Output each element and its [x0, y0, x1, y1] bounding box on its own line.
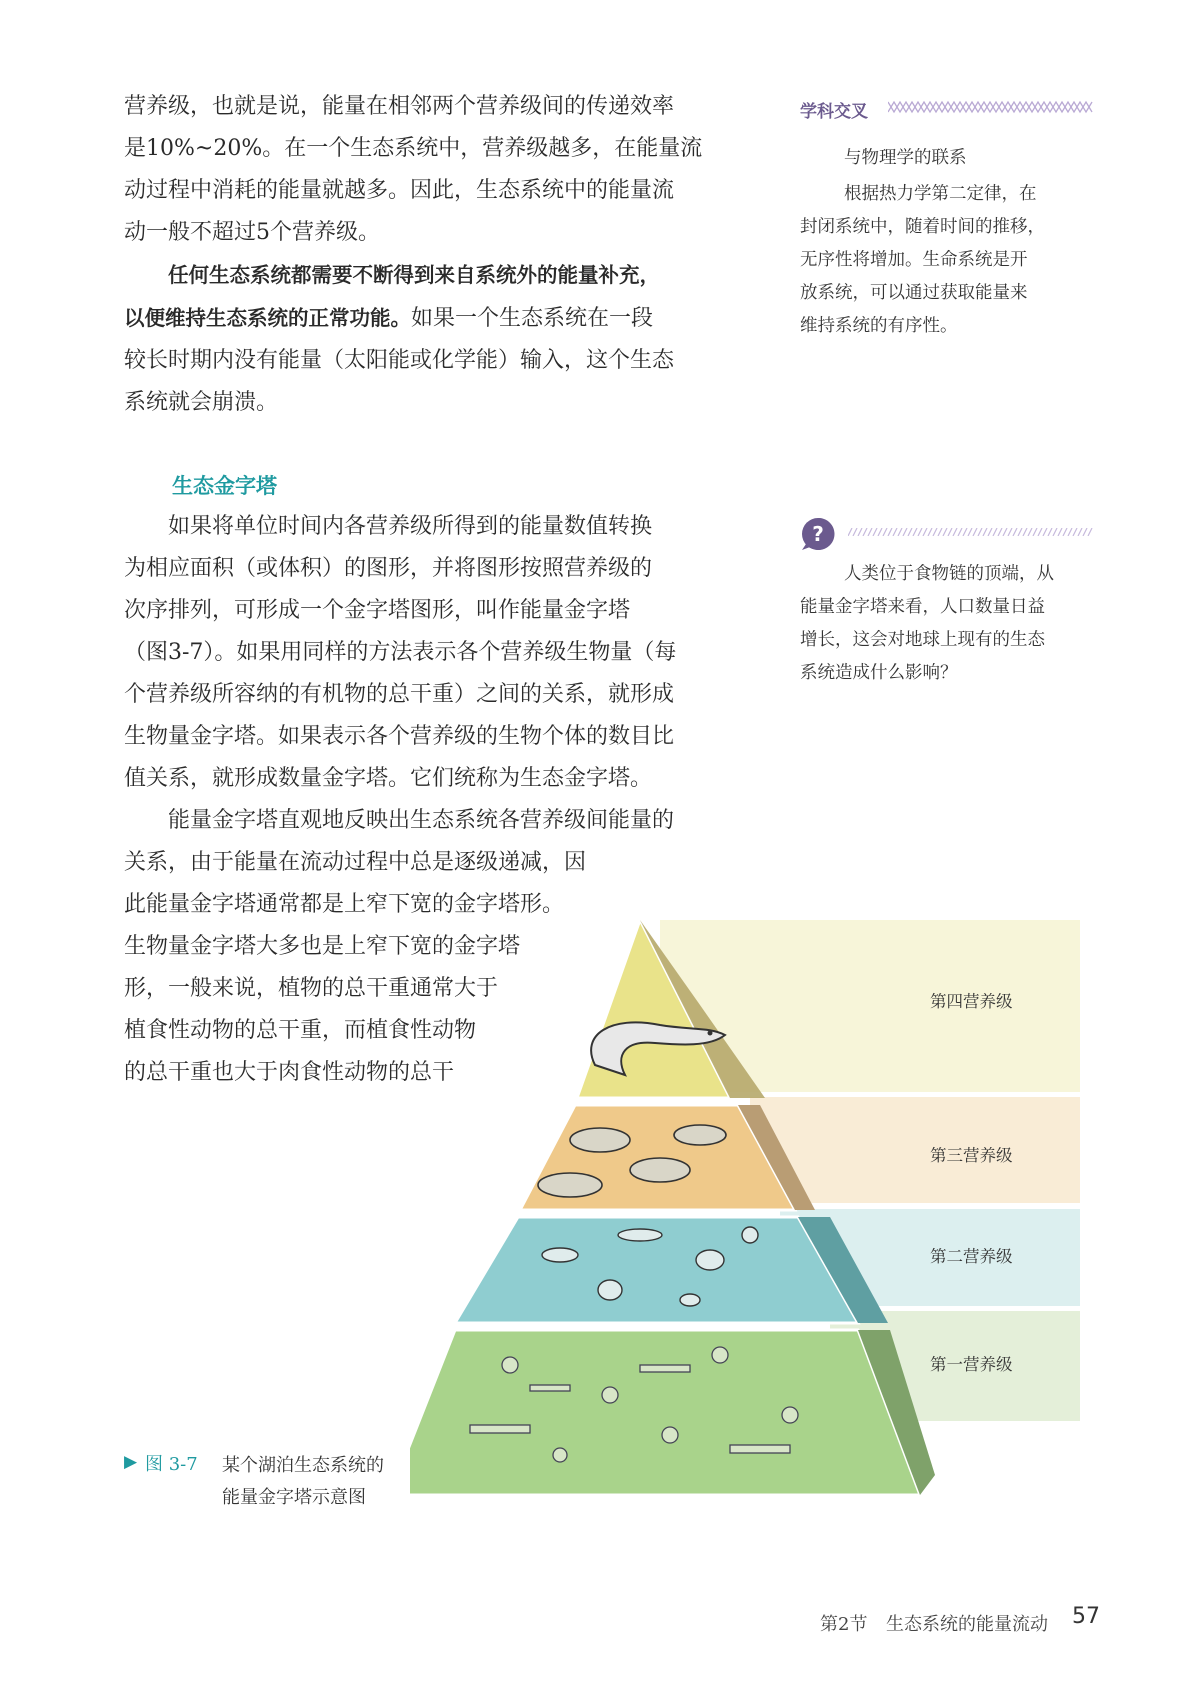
- section-heading: 生态金字塔: [172, 474, 277, 498]
- bold-text: 任何生态系统都需要不断得到来自系统外的能量补充，: [168, 263, 660, 287]
- text-line: 能量金字塔直观地反映出生态系统各营养级间能量的: [168, 808, 675, 833]
- text-line: 能量金字塔示意图: [222, 1487, 366, 1508]
- text-line: 较长时期内没有能量（太阳能或化学能）输入，这个生态: [124, 348, 675, 373]
- text-line: 无序性将增加。生命系统是开: [800, 250, 1028, 270]
- text-line: 放系统，可以通过获取能量来: [800, 283, 1028, 303]
- text-line: 系统就会崩溃。: [124, 390, 279, 415]
- text-line: 动过程中消耗的能量就越多。因此，生态系统中的能量流: [124, 178, 675, 203]
- text-line: 个营养级所容纳的有机物的总干重）之间的关系，就形成: [124, 682, 675, 707]
- text-line: 系统造成什么影响？: [800, 663, 958, 683]
- text-line: 关系，由于能量在流动过程中总是逐级递减，因: [124, 850, 587, 875]
- figure-caption: [222, 1450, 422, 1514]
- zigzag-divider: [888, 100, 1094, 114]
- text-line: 动一般不超过5个营养级。: [124, 220, 380, 245]
- text-line: 封闭系统中，随着时间的推移，: [800, 217, 1045, 237]
- sidebar-heading: 学科交叉: [800, 102, 868, 122]
- text-line: 值关系，就形成数量金字塔。它们统称为生态金字塔。: [124, 766, 653, 791]
- text-line: 根据热力学第二定律，在: [844, 184, 1037, 204]
- text-line: 形，一般来说，植物的总干重通常大于: [124, 976, 499, 1001]
- paragraph-3: [124, 506, 739, 800]
- paragraph-2: [124, 254, 739, 424]
- text-line: 能量金字塔来看，人口数量日益: [800, 597, 1045, 617]
- footer-section: 第2节: [820, 1614, 868, 1635]
- sidebar-question-text: [800, 558, 1100, 690]
- text-line: [124, 254, 739, 297]
- level-4-label: 第四营养级: [930, 992, 1013, 1011]
- level-1-label: 第一营养级: [930, 1355, 1013, 1374]
- text-line: 此能量金字塔通常都是上窄下宽的金字塔形。: [124, 892, 565, 917]
- text-line: 生物量金字塔。如果表示各个营养级的生物个体的数目比: [124, 724, 675, 749]
- sidebar-subtitle: 与物理学的联系: [844, 148, 967, 168]
- figure-number: 图 3-7: [145, 1454, 198, 1475]
- text-span: 如果一个生态系统在一段: [411, 306, 654, 331]
- text-line: 为相应面积（或体积）的图形，并将图形按照营养级的: [124, 556, 653, 581]
- caption-arrow-icon: ▶: [124, 1452, 138, 1472]
- text-line: 植食性动物的总干重，而植食性动物: [124, 1018, 477, 1043]
- text-line: 如果将单位时间内各营养级所得到的能量数值转换: [168, 514, 653, 539]
- sidebar-cross-text: [800, 178, 1100, 343]
- level-3-label: 第三营养级: [930, 1146, 1013, 1165]
- level-2-label: 第二营养级: [930, 1247, 1013, 1266]
- text-line: [124, 297, 739, 340]
- paragraph-1: [124, 86, 739, 254]
- text-line: （图3-7）。如果用同样的方法表示各个营养级生物量（每: [124, 640, 677, 665]
- svg-text:?: ?: [812, 522, 824, 546]
- bold-text: 以便维持生态系统的正常功能。: [124, 306, 411, 330]
- text-line: 的总干重也大于肉食性动物的总干: [124, 1060, 455, 1085]
- text-line: 维持系统的有序性。: [800, 316, 958, 336]
- text-line: 是10%~20%。在一个生态系统中，营养级越多，在能量流: [124, 136, 703, 161]
- text-line: 人类位于食物链的顶端，从: [844, 564, 1054, 584]
- text-line: 某个湖泊生态系统的: [222, 1455, 384, 1476]
- level-1-front: [410, 1330, 920, 1495]
- text-line: 生物量金字塔大多也是上窄下宽的金字塔: [124, 934, 521, 959]
- footer-title: 生态系统的能量流动: [886, 1614, 1048, 1635]
- page-number: 57: [1072, 1604, 1100, 1629]
- question-icon: [800, 516, 836, 552]
- text-line: 次序排列，可形成一个金字塔图形，叫作能量金字塔: [124, 598, 631, 623]
- hatched-divider: [848, 528, 1096, 536]
- text-line: 营养级，也就是说，能量在相邻两个营养级间的传递效率: [124, 94, 675, 119]
- energy-pyramid-figure: [410, 915, 1090, 1505]
- text-line: 增长，这会对地球上现有的生态: [800, 630, 1045, 650]
